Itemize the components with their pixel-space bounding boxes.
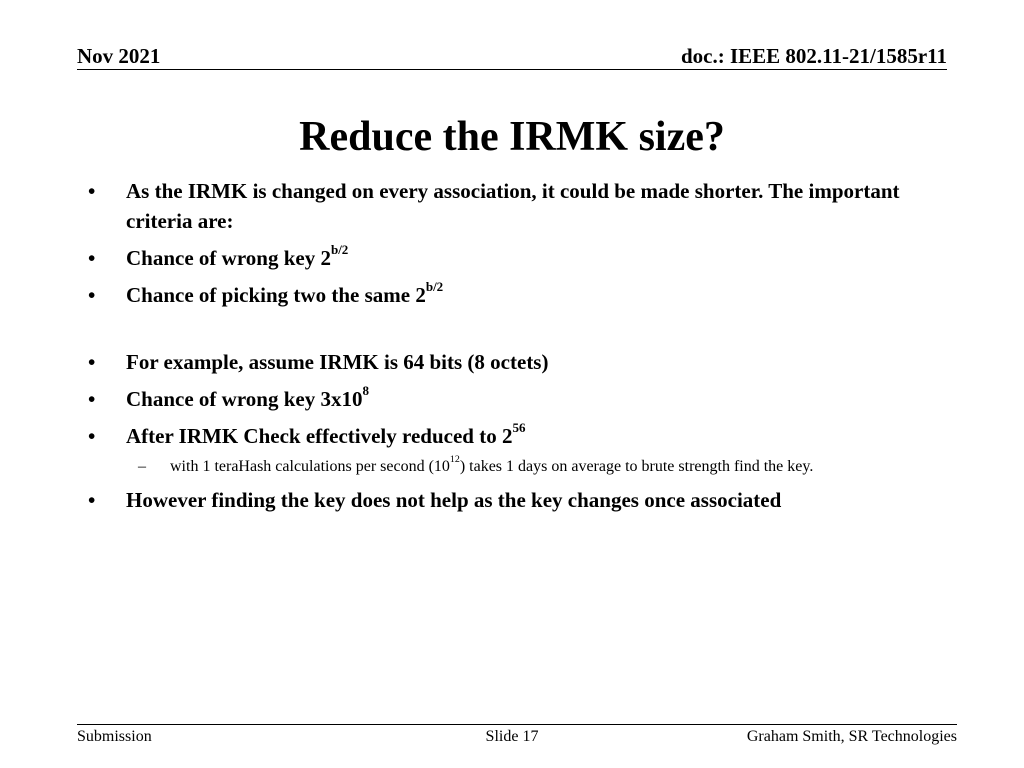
spacer bbox=[88, 317, 948, 347]
footer-rule bbox=[77, 724, 957, 725]
bullet-key-changes bbox=[88, 485, 948, 515]
header-rule bbox=[77, 69, 947, 70]
bullet-mark: • bbox=[88, 283, 96, 307]
bullet-mark: • bbox=[88, 246, 96, 270]
sub-bullet-terahash bbox=[88, 455, 948, 479]
bullet-mark: • bbox=[88, 350, 96, 374]
bullet-mark: • bbox=[88, 424, 96, 448]
bullet-text: Chance of picking two the same 2 bbox=[126, 283, 426, 307]
bullet-text: Chance of wrong key 2 bbox=[126, 246, 331, 270]
sub-bullet-text-a: with 1 teraHash calculations per second (10 bbox=[170, 458, 450, 475]
sub-bullet-mark: – bbox=[138, 458, 146, 475]
bullet-text: Chance of wrong key 3x10 bbox=[126, 387, 363, 411]
footer-slide-number: Slide 17 bbox=[485, 728, 539, 745]
bullet-mark: • bbox=[88, 387, 96, 411]
sub-bullet-text-b: ) takes 1 days on average to brute strength find the key. bbox=[459, 458, 814, 475]
header-doc-id: doc.: IEEE 802.11-21/1585r11 bbox=[680, 44, 947, 68]
bullet-mark: • bbox=[88, 488, 96, 512]
bullet-superscript: 56 bbox=[512, 419, 526, 435]
bullet-irmk-check bbox=[88, 421, 948, 451]
slide-body bbox=[88, 176, 948, 522]
bullet-text: As the IRMK is changed on every association, it could be made shorter. The important criteria are: bbox=[126, 179, 900, 233]
sub-bullet-superscript: 12 bbox=[449, 454, 460, 466]
bullet-text: However finding the key does not help as the key changes once associated bbox=[126, 488, 782, 512]
bullet-text: For example, assume IRMK is 64 bits (8 octets) bbox=[126, 350, 549, 374]
bullet-irmk-shorter bbox=[88, 176, 948, 236]
footer-submission: Submission bbox=[77, 728, 152, 745]
slide-title: Reduce the IRMK size? bbox=[299, 114, 725, 160]
bullet-wrong-key-value bbox=[88, 384, 948, 414]
bullet-superscript: b/2 bbox=[425, 278, 444, 294]
footer-author: Graham Smith, SR Technologies bbox=[746, 728, 957, 745]
bullet-collision-chance bbox=[88, 280, 948, 310]
bullet-text: After IRMK Check effectively reduced to 2 bbox=[126, 424, 513, 448]
bullet-superscript: b/2 bbox=[330, 241, 349, 257]
header-date: Nov 2021 bbox=[77, 44, 161, 68]
bullet-mark: • bbox=[88, 179, 96, 203]
bullet-superscript: 8 bbox=[362, 382, 369, 398]
bullet-example-64-bits bbox=[88, 347, 948, 377]
bullet-wrong-key-chance bbox=[88, 243, 948, 273]
